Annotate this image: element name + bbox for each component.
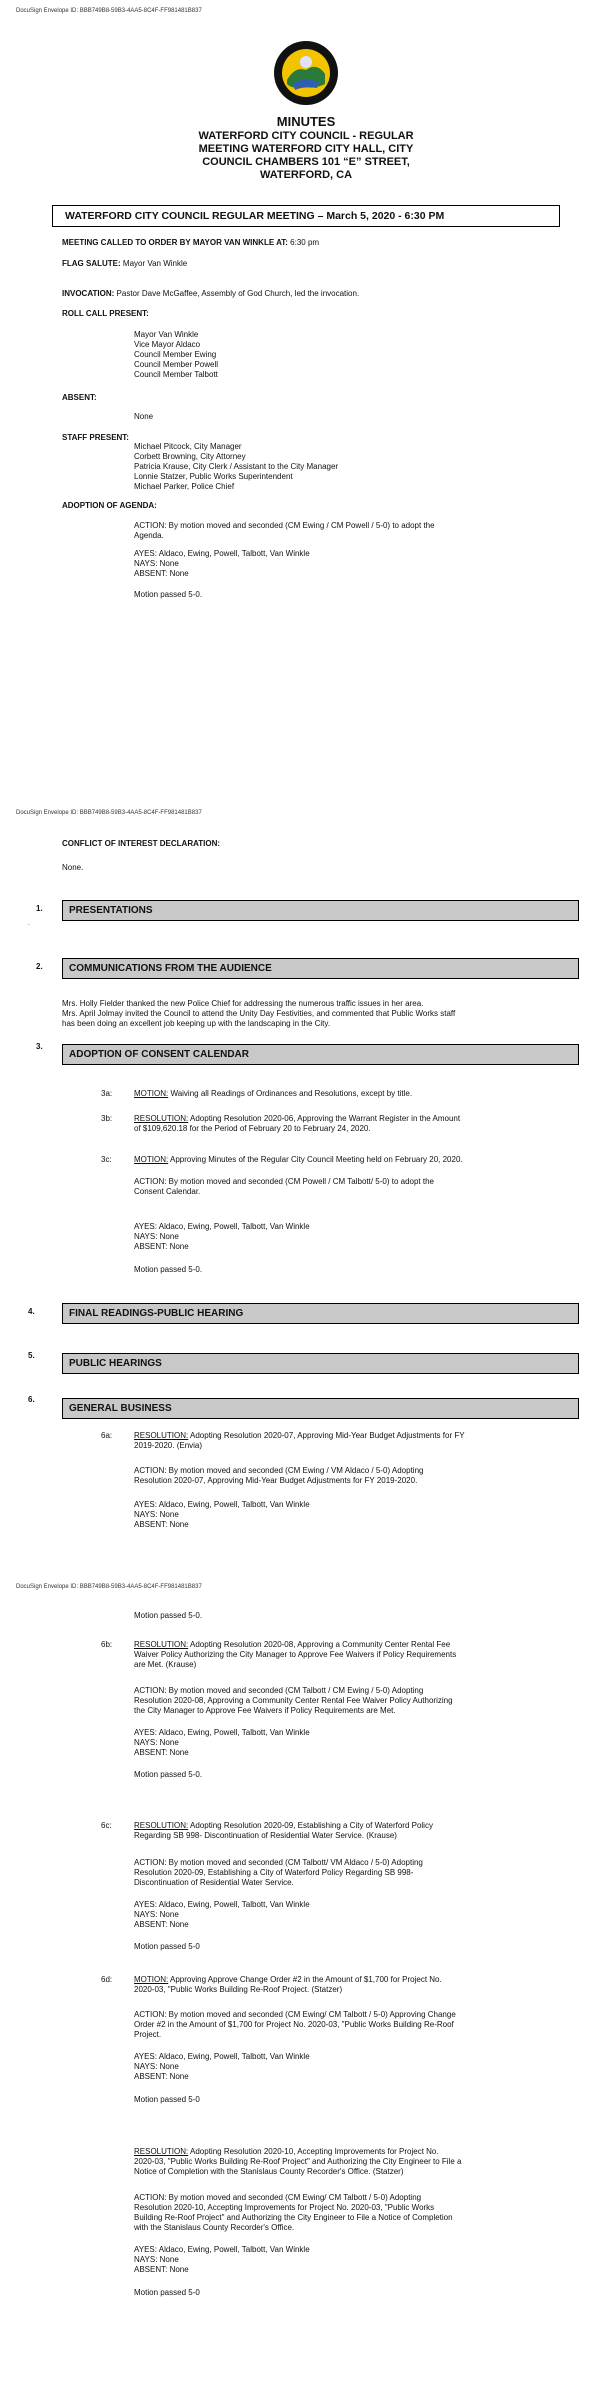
ayes: AYES: Aldaco, Ewing, Powell, Talbott, Van Winkle bbox=[134, 1900, 310, 1909]
vote-absent: ABSENT: None bbox=[134, 1920, 189, 1929]
general-item-6e bbox=[134, 2147, 461, 2177]
invocation bbox=[62, 289, 359, 299]
action-line: Resolution 2020-09, Establishing a City of Waterford Policy Regarding SB 998- bbox=[134, 1868, 414, 1877]
conflict-label: CONFLICT OF INTEREST DECLARATION: bbox=[62, 839, 221, 848]
absent-label: ABSENT: bbox=[62, 393, 97, 402]
vote-absent: ABSENT: None bbox=[134, 1748, 189, 1757]
section-general-business: GENERAL BUSINESS bbox=[62, 1398, 579, 1419]
roll-call-list bbox=[134, 330, 218, 380]
communication-line: has been doing an excellent job keeping up with the landscaping in the City. bbox=[62, 1019, 331, 1028]
item-6a-motion-passed: Motion passed 5-0. bbox=[134, 1611, 203, 1620]
item-number: 3b: bbox=[101, 1114, 113, 1123]
item-6d-motion-passed: Motion passed 5-0 bbox=[134, 2095, 200, 2104]
item-keyword: RESOLUTION: bbox=[134, 2147, 189, 2156]
item-6b-motion-passed: Motion passed 5-0. bbox=[134, 1770, 203, 1779]
section-public-hearings: PUBLIC HEARINGS bbox=[62, 1353, 579, 1374]
roll-call-member: Council Member Talbott bbox=[134, 370, 218, 379]
item-number: 3c: bbox=[101, 1155, 112, 1164]
staff-member: Corbett Browning, City Attorney bbox=[134, 452, 246, 461]
nays: NAYS: None bbox=[134, 2255, 179, 2264]
item-keyword: MOTION: bbox=[134, 1155, 169, 1164]
general-item-6b bbox=[134, 1640, 456, 1670]
agenda-motion-passed: Motion passed 5-0. bbox=[134, 590, 203, 599]
section-number: 3. bbox=[36, 1042, 43, 1051]
consent-vote bbox=[134, 1222, 310, 1252]
meeting-title-box bbox=[52, 205, 560, 227]
item-number: 6b: bbox=[101, 1640, 113, 1649]
item-text: Regarding SB 998- Discontinuation of Residential Water Service. (Krause) bbox=[134, 1831, 397, 1840]
item-keyword: MOTION: bbox=[134, 1089, 169, 1098]
header-line-2: MEETING WATERFORD CITY HALL, CITY bbox=[198, 143, 414, 155]
ayes: AYES: Aldaco, Ewing, Powell, Talbott, Van Winkle bbox=[134, 549, 310, 558]
ayes: AYES: Aldaco, Ewing, Powell, Talbott, Van Winkle bbox=[134, 1500, 310, 1509]
section-presentations: PRESENTATIONS bbox=[62, 900, 579, 921]
consent-item-3a bbox=[134, 1089, 412, 1099]
vote-absent: ABSENT: None bbox=[134, 569, 189, 578]
staff-member: Michael Parker, Police Chief bbox=[134, 482, 235, 491]
roll-call-label: ROLL CALL PRESENT: bbox=[62, 309, 149, 318]
action-line: ACTION: By motion moved and seconded (CM Ewing/ CM Talbott / 5-0) Approving Change bbox=[134, 2010, 456, 2019]
meeting-title: WATERFORD CITY COUNCIL REGULAR MEETING – March 5, 2020 - 6:30 PM bbox=[65, 210, 445, 222]
item-6b-vote bbox=[134, 1728, 310, 1758]
nays: NAYS: None bbox=[134, 2062, 179, 2071]
general-item-6a bbox=[134, 1431, 465, 1451]
item-6a-action bbox=[134, 1466, 423, 1486]
nays: NAYS: None bbox=[134, 559, 179, 568]
item-text: Adopting Resolution 2020-08, Approving a Community Center Rental Fee bbox=[188, 1640, 451, 1649]
item-keyword: RESOLUTION: bbox=[134, 1114, 189, 1123]
nays: NAYS: None bbox=[134, 1738, 179, 1747]
header-line-3: COUNCIL CHAMBERS 101 “E” STREET, bbox=[202, 156, 410, 168]
city-seal-logo bbox=[273, 40, 339, 106]
invocation-label: INVOCATION: bbox=[62, 289, 115, 298]
called-to-order-time: 6:30 pm bbox=[290, 238, 320, 247]
communications-text bbox=[62, 999, 455, 1029]
item-text: Adopting Resolution 2020-07, Approving Mid-Year Budget Adjustments for FY bbox=[188, 1431, 465, 1440]
item-keyword: RESOLUTION: bbox=[134, 1640, 189, 1649]
item-6d-action bbox=[134, 2010, 456, 2040]
consent-motion-passed: Motion passed 5-0. bbox=[134, 1265, 203, 1274]
called-to-order bbox=[62, 238, 319, 248]
conflict-value: None. bbox=[62, 863, 84, 872]
item-6a-vote bbox=[134, 1500, 310, 1530]
flag-salute bbox=[62, 259, 187, 269]
section-number: 5. bbox=[28, 1351, 35, 1360]
action-line: ACTION: By motion moved and seconded (CM Talbott/ VM Aldaco / 5-0) Adopting bbox=[134, 1858, 423, 1867]
flag-salute-label: FLAG SALUTE: bbox=[62, 259, 121, 268]
section-number: 1. bbox=[36, 904, 43, 913]
vote-absent: ABSENT: None bbox=[134, 1520, 189, 1529]
consent-action bbox=[134, 1177, 434, 1197]
roll-call-member: Mayor Van Winkle bbox=[134, 330, 199, 339]
item-6c-motion-passed: Motion passed 5-0 bbox=[134, 1942, 200, 1951]
item-6c-action bbox=[134, 1858, 423, 1888]
docusign-envelope-id: DocuSign Envelope ID: BBB749B8-59B3-4AA5-8C4F-FF981481B837 bbox=[16, 1584, 202, 1590]
staff-member: Michael Pitcock, City Manager bbox=[134, 442, 242, 451]
item-keyword: RESOLUTION: bbox=[134, 1821, 189, 1830]
action-line: Resolution 2020-07, Approving Mid-Year Budget Adjustments for FY 2019-2020. bbox=[134, 1476, 418, 1485]
action-line: the City Manager to Approve Fee Waivers if Policy Requirements are Met. bbox=[134, 1706, 396, 1715]
header-line-1: WATERFORD CITY COUNCIL - REGULAR bbox=[198, 130, 414, 142]
adoption-agenda-label: ADOPTION OF AGENDA: bbox=[62, 501, 157, 510]
section-consent-calendar: ADOPTION OF CONSENT CALENDAR bbox=[62, 1044, 579, 1065]
item-text: Adopting Resolution 2020-09, Establishing a City of Waterford Policy bbox=[188, 1821, 433, 1830]
called-to-order-label: MEETING CALLED TO ORDER BY MAYOR VAN WINKLE AT: bbox=[62, 238, 288, 247]
roll-call-member: Council Member Powell bbox=[134, 360, 219, 369]
agenda-vote bbox=[134, 549, 310, 579]
item-number: 6c: bbox=[101, 1821, 112, 1830]
section-number: 6. bbox=[28, 1395, 35, 1404]
item-number: 6a: bbox=[101, 1431, 113, 1440]
general-item-6c bbox=[134, 1821, 433, 1841]
communication-line: Mrs. Holly Fielder thanked the new Police Chief for addressing the numerous traffic issues in her area. bbox=[62, 999, 424, 1008]
ayes: AYES: Aldaco, Ewing, Powell, Talbott, Van Winkle bbox=[134, 2052, 310, 2061]
action-line: Building Re-Roof Project" and Authorizing the City Engineer to File a Notice of Completion bbox=[134, 2213, 453, 2222]
action-line: Order #2 in the Amount of $1,700 for Project No. 2020-03, "Public Works Building Re-Roof bbox=[134, 2020, 454, 2029]
vote-absent: ABSENT: None bbox=[134, 2265, 189, 2274]
action-line: ACTION: By motion moved and seconded (CM Powell / CM Talbott/ 5-0) to adopt the bbox=[134, 1177, 434, 1186]
agenda-action bbox=[134, 521, 435, 541]
item-text: Adopting Resolution 2020-10, Accepting Improvements for Project No. bbox=[188, 2147, 439, 2156]
docusign-envelope-id: DocuSign Envelope ID: BBB749B8-59B3-4AA5-8C4F-FF981481B837 bbox=[16, 8, 202, 14]
roll-call-member: Vice Mayor Aldaco bbox=[134, 340, 201, 349]
action-line: ACTION: By motion moved and seconded (CM Ewing / VM Aldaco / 5-0) Adopting bbox=[134, 1466, 424, 1475]
action-line: Project. bbox=[134, 2030, 162, 2039]
staff-member: Patricia Krause, City Clerk / Assistant to the City Manager bbox=[134, 462, 339, 471]
section-number: 4. bbox=[28, 1307, 35, 1316]
consent-item-3c bbox=[134, 1155, 463, 1165]
absent-value: None bbox=[134, 412, 154, 421]
agenda-action-line: Agenda. bbox=[134, 531, 164, 540]
item-text: Adopting Resolution 2020-06, Approving the Warrant Register in the Amount bbox=[188, 1114, 461, 1123]
ayes: AYES: Aldaco, Ewing, Powell, Talbott, Van Winkle bbox=[134, 1222, 310, 1231]
nays: NAYS: None bbox=[134, 1232, 179, 1241]
ayes: AYES: Aldaco, Ewing, Powell, Talbott, Van Winkle bbox=[134, 2245, 310, 2254]
staff-list bbox=[134, 442, 338, 492]
item-text: 2020-03, "Public Works Building Re-Roof Project" and Authorizing the City Engineer to File a bbox=[134, 2157, 462, 2166]
item-text: Waiver Policy Authorizing the City Manager to Approve Fee Waivers if Policy Requirements bbox=[134, 1650, 457, 1659]
item-text: of $109,620.18 for the Period of February 20 to February 24, 2020. bbox=[134, 1124, 371, 1133]
communication-line: Mrs. April Jolmay invited the Council to attend the Unity Day Festivities, and commented that Public Works staff bbox=[62, 1009, 456, 1018]
item-6c-vote bbox=[134, 1900, 310, 1930]
general-item-6d bbox=[134, 1975, 442, 1995]
roll-call-member: Council Member Ewing bbox=[134, 350, 217, 359]
item-number: 3a: bbox=[101, 1089, 113, 1098]
section-final-readings: FINAL READINGS-PUBLIC HEARING bbox=[62, 1303, 579, 1324]
action-line: ACTION: By motion moved and seconded (CM Talbott / CM Ewing / 5-0) Adopting bbox=[134, 1686, 424, 1695]
action-line: Resolution 2020-08, Approving a Community Center Rental Fee Waiver Policy Authorizing bbox=[134, 1696, 453, 1705]
item-text: Notice of Completion with the Stanislaus County Recorder's Office. (Statzer) bbox=[134, 2167, 404, 2176]
item-6d-vote bbox=[134, 2052, 310, 2082]
action-line: Resolution 2020-10, Accepting Improvements for Project No. 2020-03, "Public Works bbox=[134, 2203, 435, 2212]
action-line: with the Stanislaus County Recorder's Office. bbox=[134, 2223, 295, 2232]
item-keyword: RESOLUTION: bbox=[134, 1431, 189, 1440]
docusign-envelope-id: DocuSign Envelope ID: BBB749B8-59B3-4AA5-8C4F-FF981481B837 bbox=[16, 810, 202, 816]
invocation-value: Pastor Dave McGaffee, Assembly of God Church, led the invocation. bbox=[116, 289, 360, 298]
item-number: 6d: bbox=[101, 1975, 113, 1984]
item-6e-vote bbox=[134, 2245, 310, 2275]
item-text: Approving Approve Change Order #2 in the Amount of $1,700 for Project No. bbox=[168, 1975, 442, 1984]
agenda-action-line: ACTION: By motion moved and seconded (CM Ewing / CM Powell / 5-0) to adopt the bbox=[134, 521, 435, 530]
action-line: Discontinuation of Residential Water Service. bbox=[134, 1878, 294, 1887]
staff-member: Lonnie Statzer, Public Works Superintendent bbox=[134, 472, 293, 481]
item-text: Waiving all Readings of Ordinances and Resolutions, except by title. bbox=[168, 1089, 413, 1098]
vote-absent: ABSENT: None bbox=[134, 2072, 189, 2081]
item-keyword: MOTION: bbox=[134, 1975, 169, 1984]
nays: NAYS: None bbox=[134, 1910, 179, 1919]
item-6e-action bbox=[134, 2193, 453, 2233]
section-communications: COMMUNICATIONS FROM THE AUDIENCE bbox=[62, 958, 579, 979]
item-text: 2019-2020. (Envia) bbox=[134, 1441, 203, 1450]
flag-salute-value: Mayor Van Winkle bbox=[122, 259, 188, 268]
minutes-heading: MINUTES bbox=[276, 114, 336, 129]
nays: NAYS: None bbox=[134, 1510, 179, 1519]
header-line-4: WATERFORD, CA bbox=[259, 169, 353, 181]
staff-present-label: STAFF PRESENT: bbox=[62, 433, 129, 442]
section-number: 2. bbox=[36, 962, 43, 971]
item-6e-motion-passed: Motion passed 5-0 bbox=[134, 2288, 200, 2297]
stray-mark: . bbox=[28, 921, 30, 927]
item-6b-action bbox=[134, 1686, 453, 1716]
item-text: Approving Minutes of the Regular City Council Meeting held on February 20, 2020. bbox=[168, 1155, 463, 1164]
vote-absent: ABSENT: None bbox=[134, 1242, 189, 1251]
item-text: 2020-03, "Public Works Building Re-Roof Project. (Statzer) bbox=[134, 1985, 343, 1994]
consent-item-3b bbox=[134, 1114, 460, 1134]
ayes: AYES: Aldaco, Ewing, Powell, Talbott, Van Winkle bbox=[134, 1728, 310, 1737]
action-line: ACTION: By motion moved and seconded (CM Ewing/ CM Talbott / 5-0) Adopting bbox=[134, 2193, 422, 2202]
action-line: Consent Calendar. bbox=[134, 1187, 201, 1196]
item-text: are Met. (Krause) bbox=[134, 1660, 197, 1669]
